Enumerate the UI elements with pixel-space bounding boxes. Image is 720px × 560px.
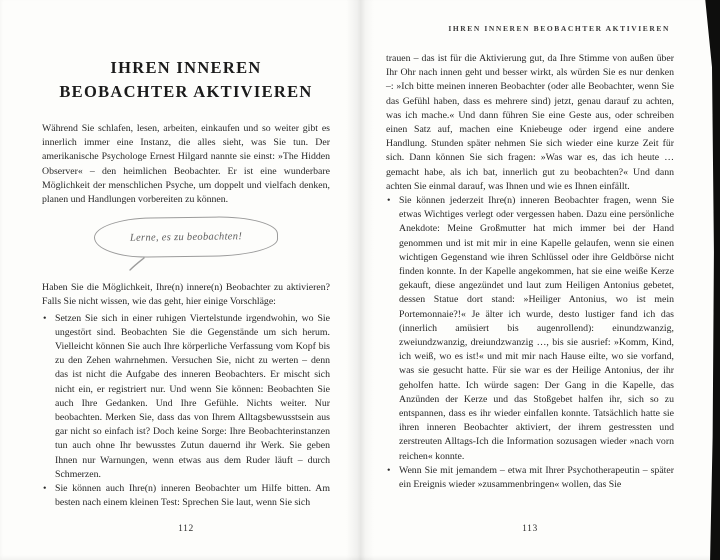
lead-in-paragraph: Haben Sie die Möglichkeit, Ihre(n) innere(n) Beobachter zu aktivieren? Falls Sie nicht wissen, wie das geht, hier einige Vorschläge: — [42, 282, 330, 308]
page-right — [360, 0, 720, 560]
speech-bubble-outline — [94, 216, 279, 259]
continuation-paragraph: trauen – das ist für die Aktivierung gut, da Ihre Stimme von außen über Ihr Ohr nach innen geht und besser wirkt, als würden Sie es nur denken –: »Ich bitte meinen inneren Beobachter (oder alle Beobachter, wenn Sie das Gefühl haben, dass es mehrere sind) jetzt, genau darauf zu achten, was ich mache.« Und dann führen Sie eine Geste aus, oder schreiben einen Satz auf, machen eine Kniebeuge oder irgend eine andere Handlung. Stunden später nehmen Sie sich wieder eine kurze Zeit für sich. Dann können Sie sich fragen: »Was war es, das ich heute … gemacht habe, als ich bat, innerlich gut zu beobachten?« Und dann achten Sie einmal darauf, was Ihnen und wie es Ihnen einfällt. — [386, 53, 674, 192]
chapter-title — [42, 56, 330, 104]
intro-paragraph: Während Sie schlafen, lesen, arbeiten, einkaufen und so weiter gibt es innerlich immer eine Instanz, die alles sieht, was Sie tun. Der amerikanische Psychologe Ernest Hilgard nannte sie einst: »The Hidden Observer« – den heimlichen Beobachter. Er ist eine wunderbare Möglichkeit der menschlichen Psyche, um doppelt und vielfach denken, planen und Handlungen vorbereiten zu können. — [42, 123, 330, 206]
list-item-text: Setzen Sie sich in einer ruhigen Viertelstunde irgendwohin, wo Sie ungestört sind. Beobachten Sie die Gegenstände um sich herum. Vielleicht können Sie auch Ihre körperliche Verfassung vom Kopf bis zu den Zehen wahrnehmen. Versuchen Sie, nicht zu werten – denn das ist nicht die Aufgabe des inneren Beobachters. Er mischt sich nicht ein, er registriert nur. Und wenn Sie können: Beobachten Sie auch Ihre Gedanken. Und Ihre Gefühle. Nichts weiter. Nur beobachten. Merken Sie, dass das von Ihrem Alltagsbewusstsein aus gar nicht so einfach ist? Doch keine Sorge: Ihre Beobachterinstanzen tun auch ohne Ihr bewusstes Zutun dauernd ihr Werk. Sie geben Ihnen nur Warnungen, wenn etwas aus dem Ruder läuft – durch Schmerzen. — [55, 312, 330, 480]
chapter-title-line1: IHREN INNEREN — [110, 58, 262, 77]
bullet-marker: • — [43, 483, 47, 495]
bullet-marker: • — [387, 195, 391, 207]
list-item — [386, 194, 674, 464]
bullet-marker: • — [43, 312, 47, 324]
speech-bubble-tail-icon — [128, 257, 148, 271]
page-number-left: 112 — [178, 524, 194, 534]
list-item — [42, 312, 330, 482]
speech-bubble — [94, 217, 278, 263]
list-item-text: Sie können jederzeit Ihre(n) inneren Beobachter fragen, wenn Sie etwas Wichtiges verlegt oder vergessen haben. Dazu eine persönliche Anekdote: Meine Großmutter hat mich immer bei der Hand genommen und ist mit mir in eine Kapelle gelaufen, wenn sie einen wichtigen Gegenstand wie ihren Schlüssel oder ihre Geldbörse nicht finden konnte. In der Kapelle angekommen, hat sie eine weiße Kerze gekauft, diese angezündet und laut zum Heiligen Antonius gebetet, dessen Statue dort stand: »Heiliger Antonius, wo ist mein Portemonnaie?!« Je älter ich wurde, desto lustiger fand ich das (innerlich amüsiert bis augenrollend): einundzwanzig, zweiundzwanzig, dreiundzwanzig …, bis sie ausrief: »Komm, Kind, ich weiß, wo es ist!« und mit mir nach Hause eilte, wo sie vorfand, was sie gesucht hatte. Für sie war es der Heilige Antonius, der ihr geholfen hatte. Ich würde sagen: Der Gang in die Kapelle, das Anzünden der Kerze und das Stoßgebet halfen ihr, sich so zu entspannen, dass es ihr wieder einfallen konnte. Tatsächlich hatte sie ihren inneren Beobachter aktiviert, der ihrem gestressten und zerstreuten Alltags-Ich die Information sozusagen wieder »nach vorn reichen« konnte. — [399, 195, 674, 462]
speech-bubble-text: Lerne, es zu beobachten! — [129, 230, 243, 244]
page-number-right: 113 — [522, 524, 538, 534]
list-item — [386, 464, 674, 492]
running-header: IHREN INNEREN BEOBACHTER AKTIVIEREN — [448, 24, 670, 33]
list-item-text: Wenn Sie mit jemandem – etwa mit Ihrer Psychotherapeutin – später ein Ereignis wieder »zusammenbringen« wollen, das Sie — [399, 464, 674, 491]
list-item — [42, 482, 330, 510]
list-item-text: Sie können auch Ihre(n) inneren Beobachter um Hilfe bitten. Am besten nach einem kleinen Test: Sprechen Sie laut, wenn Sie sich — [55, 483, 330, 509]
bullet-marker: • — [387, 464, 391, 476]
chapter-title-line2: BEOBACHTER AKTIVIEREN — [59, 82, 313, 101]
